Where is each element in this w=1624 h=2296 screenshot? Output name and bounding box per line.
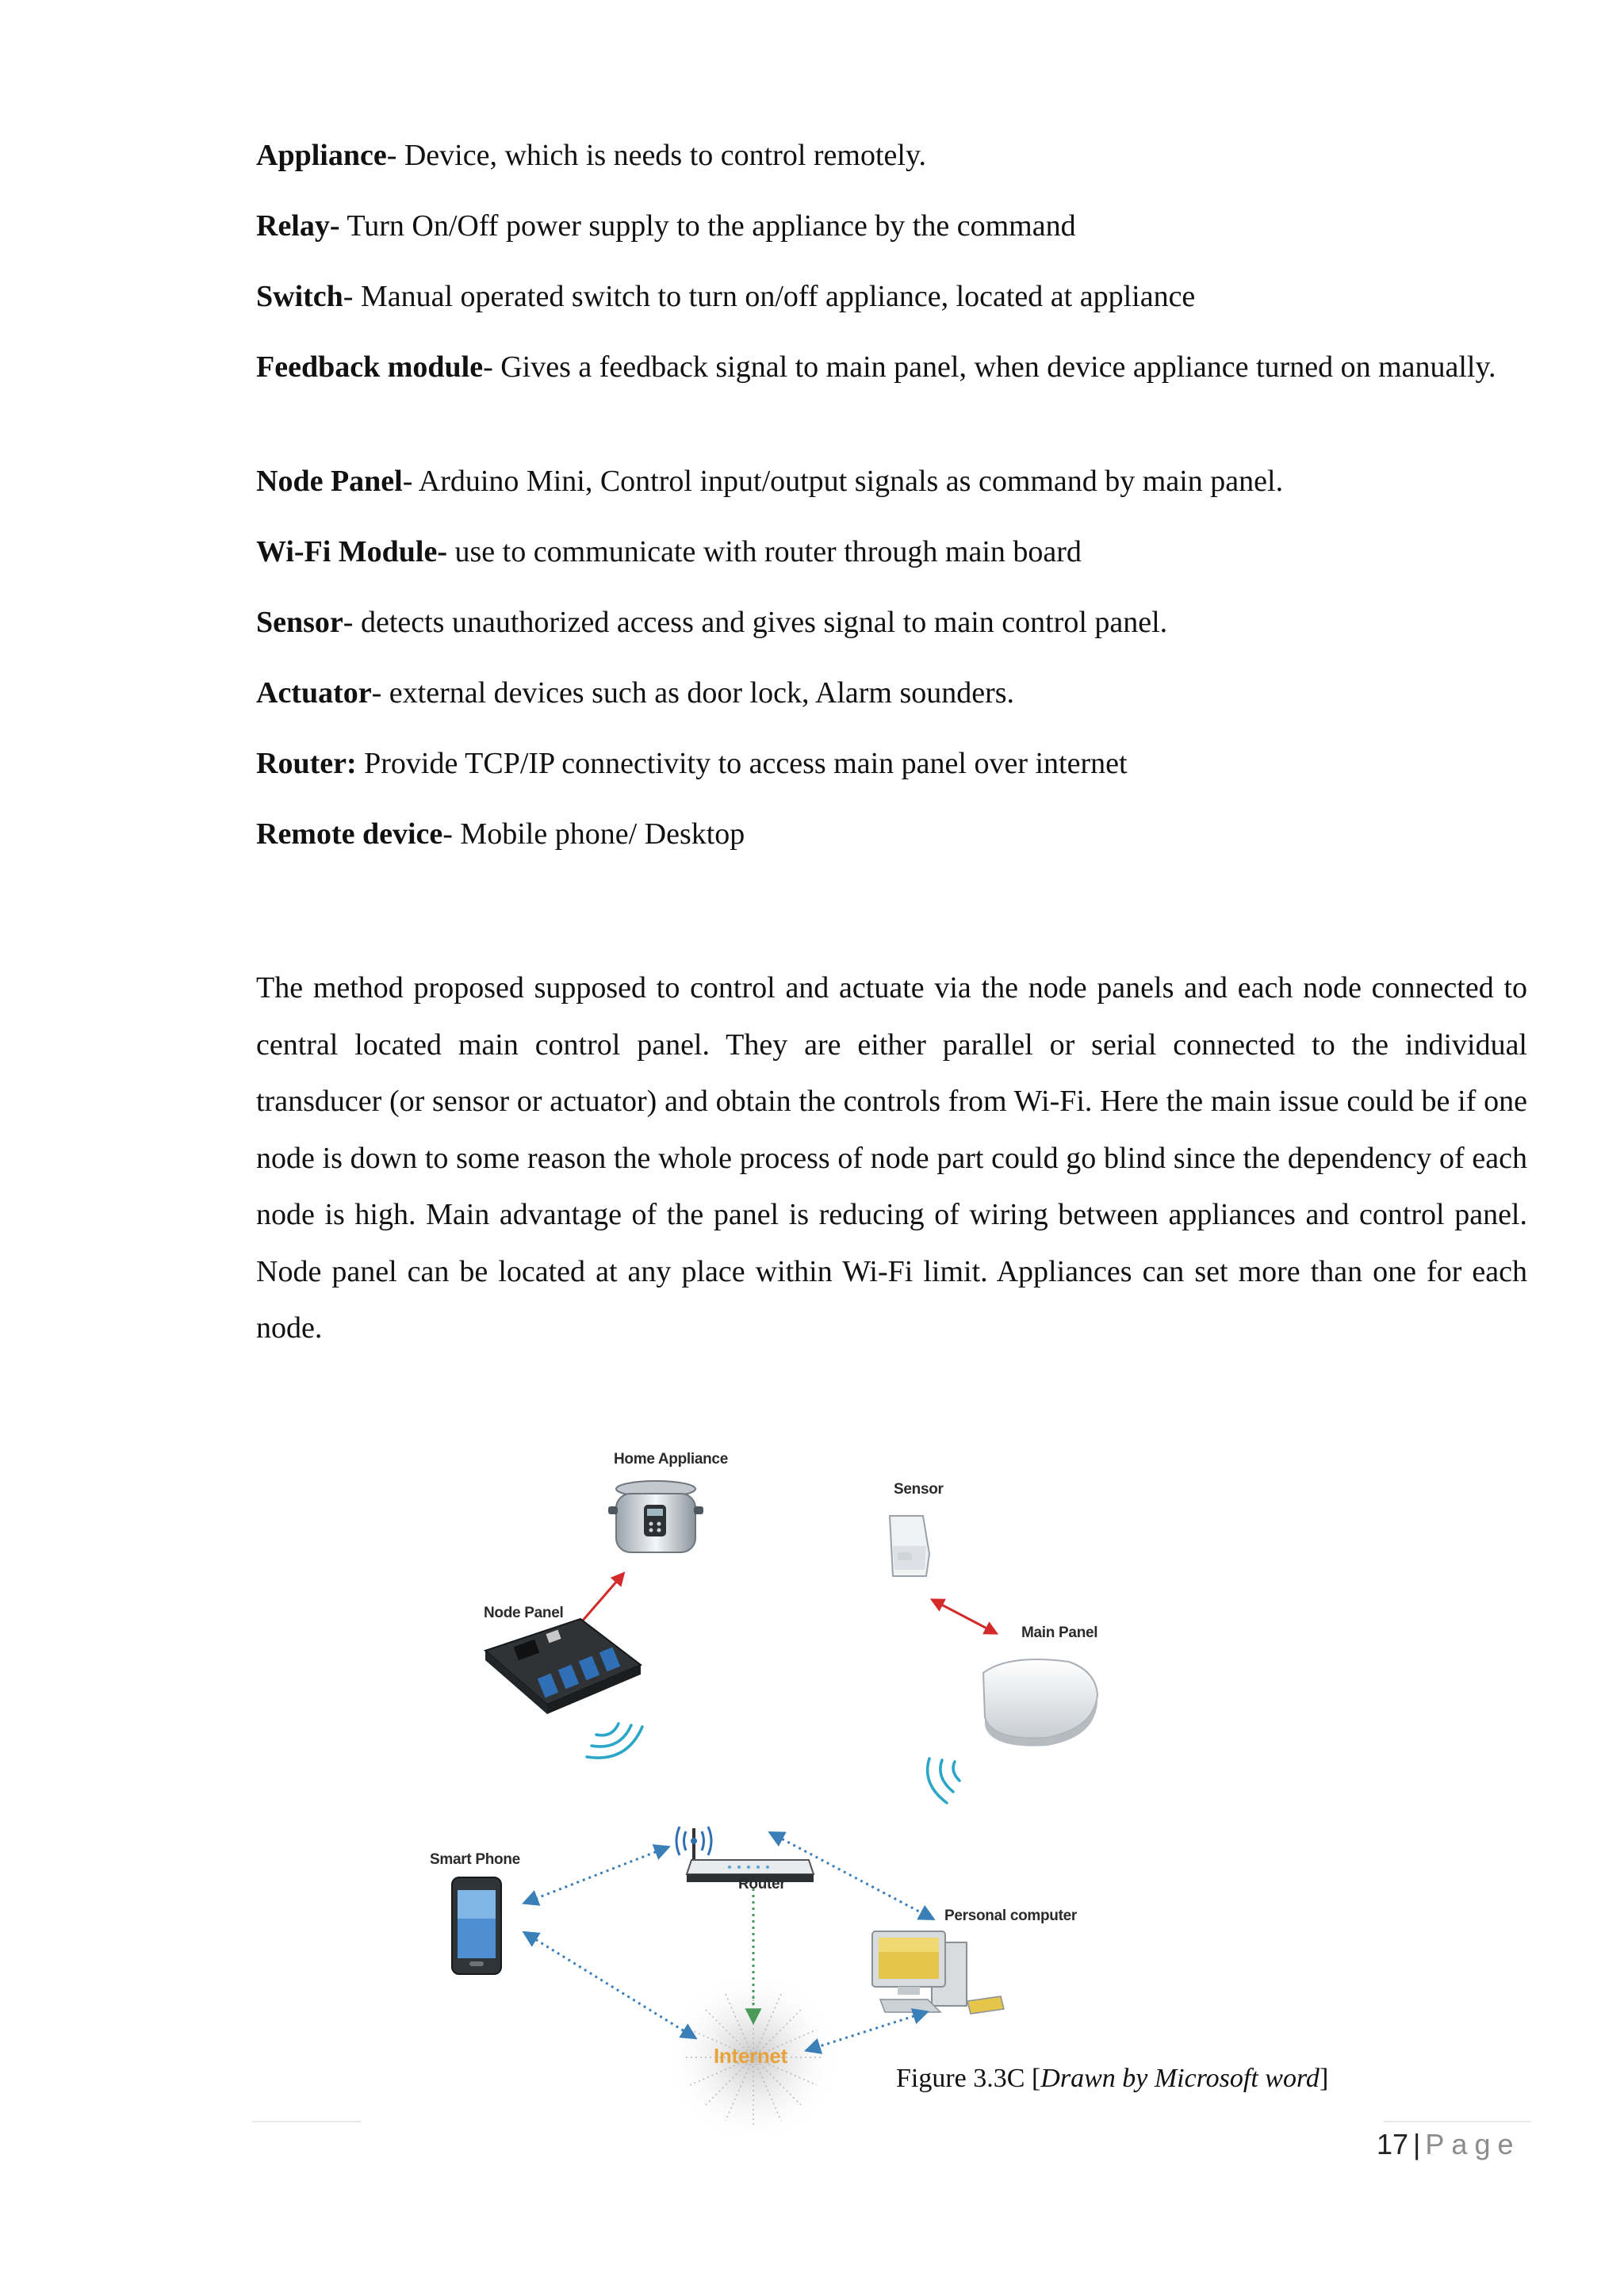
definition-desc: - Manual operated switch to turn on/off appliance, located at appliance bbox=[343, 280, 1196, 313]
definition-desc: - detects unauthorized access and gives signal to main control panel. bbox=[343, 606, 1168, 639]
footer-rule-left bbox=[252, 2121, 361, 2122]
node-panel-label: Node Panel bbox=[484, 1605, 564, 1621]
router-label: Router bbox=[738, 1876, 786, 1892]
definition-wifi-module bbox=[256, 530, 1527, 574]
definition-term: Switch bbox=[256, 280, 343, 313]
personal-computer-icon bbox=[872, 1931, 1004, 2014]
sensor-icon bbox=[890, 1516, 929, 1576]
definition-sensor bbox=[256, 600, 1527, 645]
main-panel-label: Main Panel bbox=[1021, 1624, 1098, 1641]
definition-desc: use to communicate with router through main board bbox=[447, 535, 1082, 568]
definition-term: Relay- bbox=[256, 209, 340, 243]
home-appliance-label: Home Appliance bbox=[614, 1451, 728, 1468]
page-footer bbox=[1377, 2128, 1520, 2161]
definition-actuator bbox=[256, 671, 1527, 715]
definition-desc: - external devices such as door lock, Alarm sounders. bbox=[371, 676, 1015, 710]
home-appliance-icon bbox=[608, 1481, 703, 1552]
definition-desc: Turn On/Off power supply to the appliance by the command bbox=[339, 209, 1076, 243]
definition-desc: - Device, which is needs to control remotely. bbox=[386, 139, 926, 172]
definition-term: Node Panel bbox=[256, 465, 403, 498]
definition-desc: - Gives a feedback signal to main panel, when device appliance turned on manually. bbox=[483, 350, 1496, 384]
definition-term: Sensor bbox=[256, 606, 343, 639]
figure-caption bbox=[896, 2064, 1328, 2094]
caption-prefix: Figure 3.3C [ bbox=[896, 2064, 1041, 2093]
caption-source: Drawn by Microsoft word bbox=[1040, 2064, 1320, 2093]
personal-computer-label: Personal computer bbox=[944, 1908, 1078, 1924]
router-icon bbox=[676, 1827, 814, 1882]
definition-term: Actuator bbox=[256, 676, 372, 710]
internet-label: Internet bbox=[714, 2044, 787, 2068]
definition-feedback-module bbox=[256, 345, 1527, 389]
smartphone-icon bbox=[452, 1877, 501, 1974]
definition-remote-device bbox=[256, 812, 1527, 856]
body-paragraph: The method proposed supposed to control and actuate via the node panels and each node connected to central located main control panel. They are either parallel or serial connected to the individual transducer (or sensor or actuator) and obtain the controls from Wi-Fi. Here the main issue could be if one node is down to some reason the whole process of node part could go blind since the dependency of each node is high. Main advantage of the panel is reducing of wiring between appliances and control panel. Node panel can be located at any place within Wi-Fi limit. Appliances can set more than one for each node. bbox=[256, 971, 1527, 1345]
definition-term: Router: bbox=[256, 747, 357, 780]
main-panel-icon bbox=[983, 1659, 1097, 1746]
sensor-main-link bbox=[933, 1600, 996, 1633]
definition-desc: - Mobile phone/ Desktop bbox=[442, 817, 745, 851]
definition-term: Feedback module bbox=[256, 350, 484, 384]
node-panel-icon bbox=[485, 1619, 641, 1714]
main-wifi-icon bbox=[928, 1758, 959, 1803]
definition-router bbox=[256, 741, 1527, 786]
diagram-graphics bbox=[412, 1435, 1142, 2133]
system-diagram bbox=[412, 1435, 1142, 2133]
page-number: 17 bbox=[1377, 2128, 1409, 2160]
sensor-label: Sensor bbox=[894, 1481, 944, 1498]
footer-separator: | bbox=[1413, 2128, 1421, 2160]
definition-term: Appliance bbox=[256, 139, 387, 172]
definition-node-panel bbox=[256, 459, 1527, 503]
node-wifi-icon bbox=[587, 1724, 642, 1758]
router-phone-link bbox=[525, 1847, 668, 1903]
definition-desc: Provide TCP/IP connectivity to access main panel over internet bbox=[356, 747, 1128, 780]
definition-term: Remote device bbox=[256, 817, 443, 851]
caption-suffix: ] bbox=[1319, 2064, 1329, 2093]
footer-rule-right bbox=[1384, 2121, 1531, 2122]
smart-phone-label: Smart Phone bbox=[430, 1851, 520, 1868]
definition-desc: - Arduino Mini, Control input/output signals as command by main panel. bbox=[402, 465, 1284, 498]
definition-switch bbox=[256, 274, 1527, 319]
definition-relay bbox=[256, 204, 1527, 248]
phone-internet-link bbox=[525, 1933, 695, 2038]
definition-appliance bbox=[256, 133, 1527, 178]
page-word: Page bbox=[1425, 2128, 1521, 2160]
definition-term: Wi-Fi Module- bbox=[256, 535, 448, 568]
